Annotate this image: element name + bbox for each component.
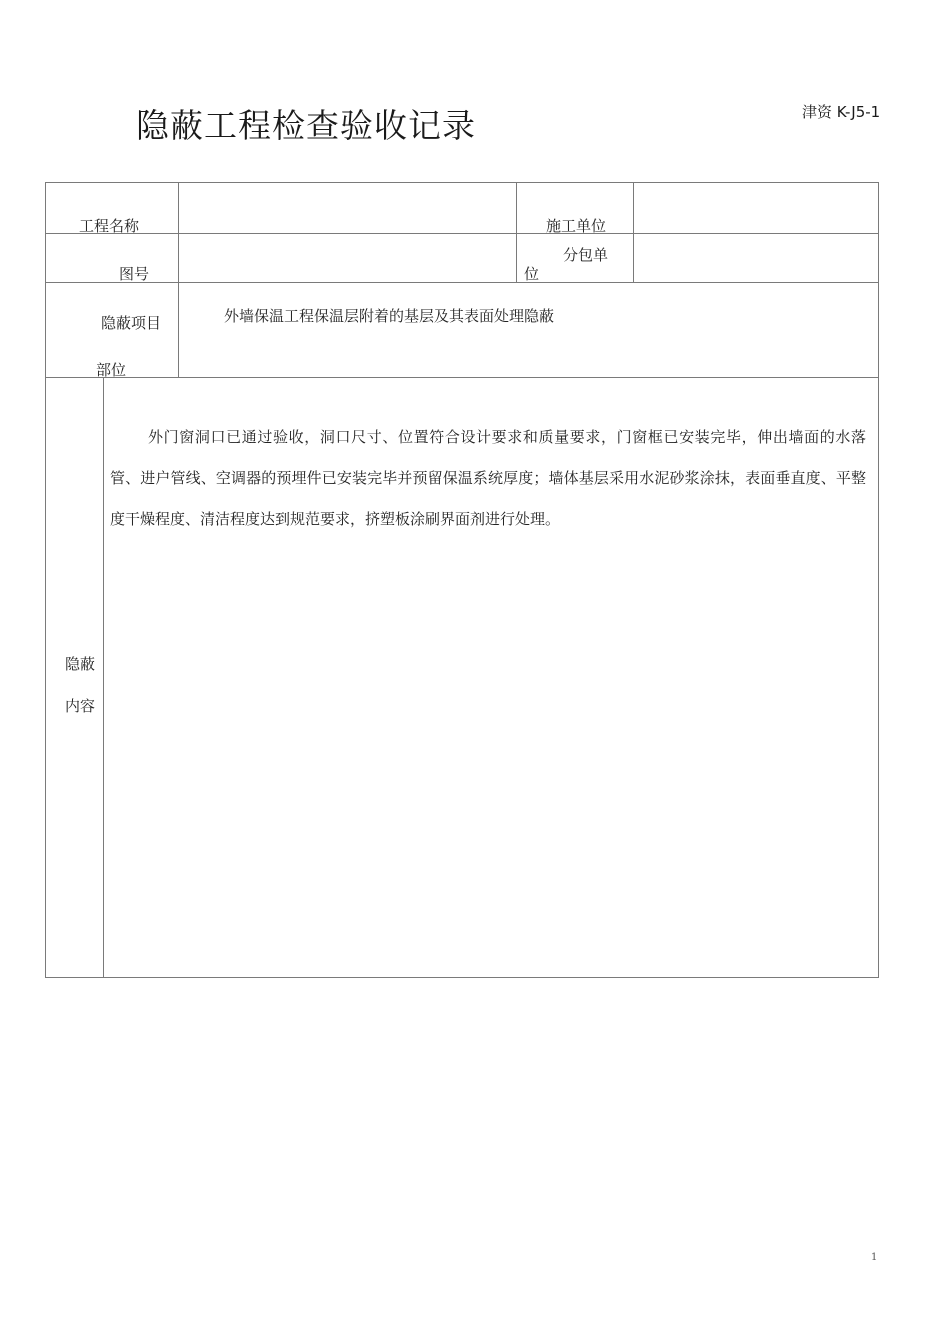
project-name-label: 工程名称 (79, 217, 140, 235)
page-title: 隐蔽工程检查验收记录 (136, 106, 476, 145)
row-divider (46, 377, 878, 378)
column-divider (633, 183, 634, 282)
page-number: 1 (871, 1252, 878, 1263)
form-code: 津资 K-J5-1 (802, 103, 881, 121)
row-divider (46, 282, 878, 283)
row-divider (46, 233, 878, 234)
concealed-item-label-line2: 部位 (96, 361, 127, 379)
concealed-item-label-line1: 隐蔽项目 (101, 314, 162, 332)
construction-unit-label: 施工单位 (546, 217, 607, 235)
column-divider (516, 183, 517, 282)
drawing-no-label: 图号 (119, 265, 150, 283)
concealed-content-label-line1: 隐蔽 (65, 655, 96, 673)
concealed-item-field[interactable]: 外墙保温工程保温层附着的基层及其表面处理隐蔽 (224, 307, 555, 325)
column-divider (178, 183, 179, 377)
subcontractor-label-line1: 分包单 (563, 246, 609, 264)
concealed-content-label-line2: 内容 (65, 697, 96, 715)
column-divider (103, 377, 104, 977)
inspection-form-table (45, 182, 879, 978)
subcontractor-label-line2: 位 (524, 265, 540, 283)
concealed-content-text[interactable]: 外门窗洞口已通过验收，洞口尺寸、位置符合设计要求和质量要求，门窗框已安装完毕，伸出墙面的水落管、进户管线、空调器的预埋件已安装完毕并预留保温系统厚度；墙体基层采用水泥砂浆涂抹，表面垂直度、平整度干燥程度、清洁程度达到规范要求，挤塑板涂刷界面剂进行处理。 (110, 428, 866, 528)
